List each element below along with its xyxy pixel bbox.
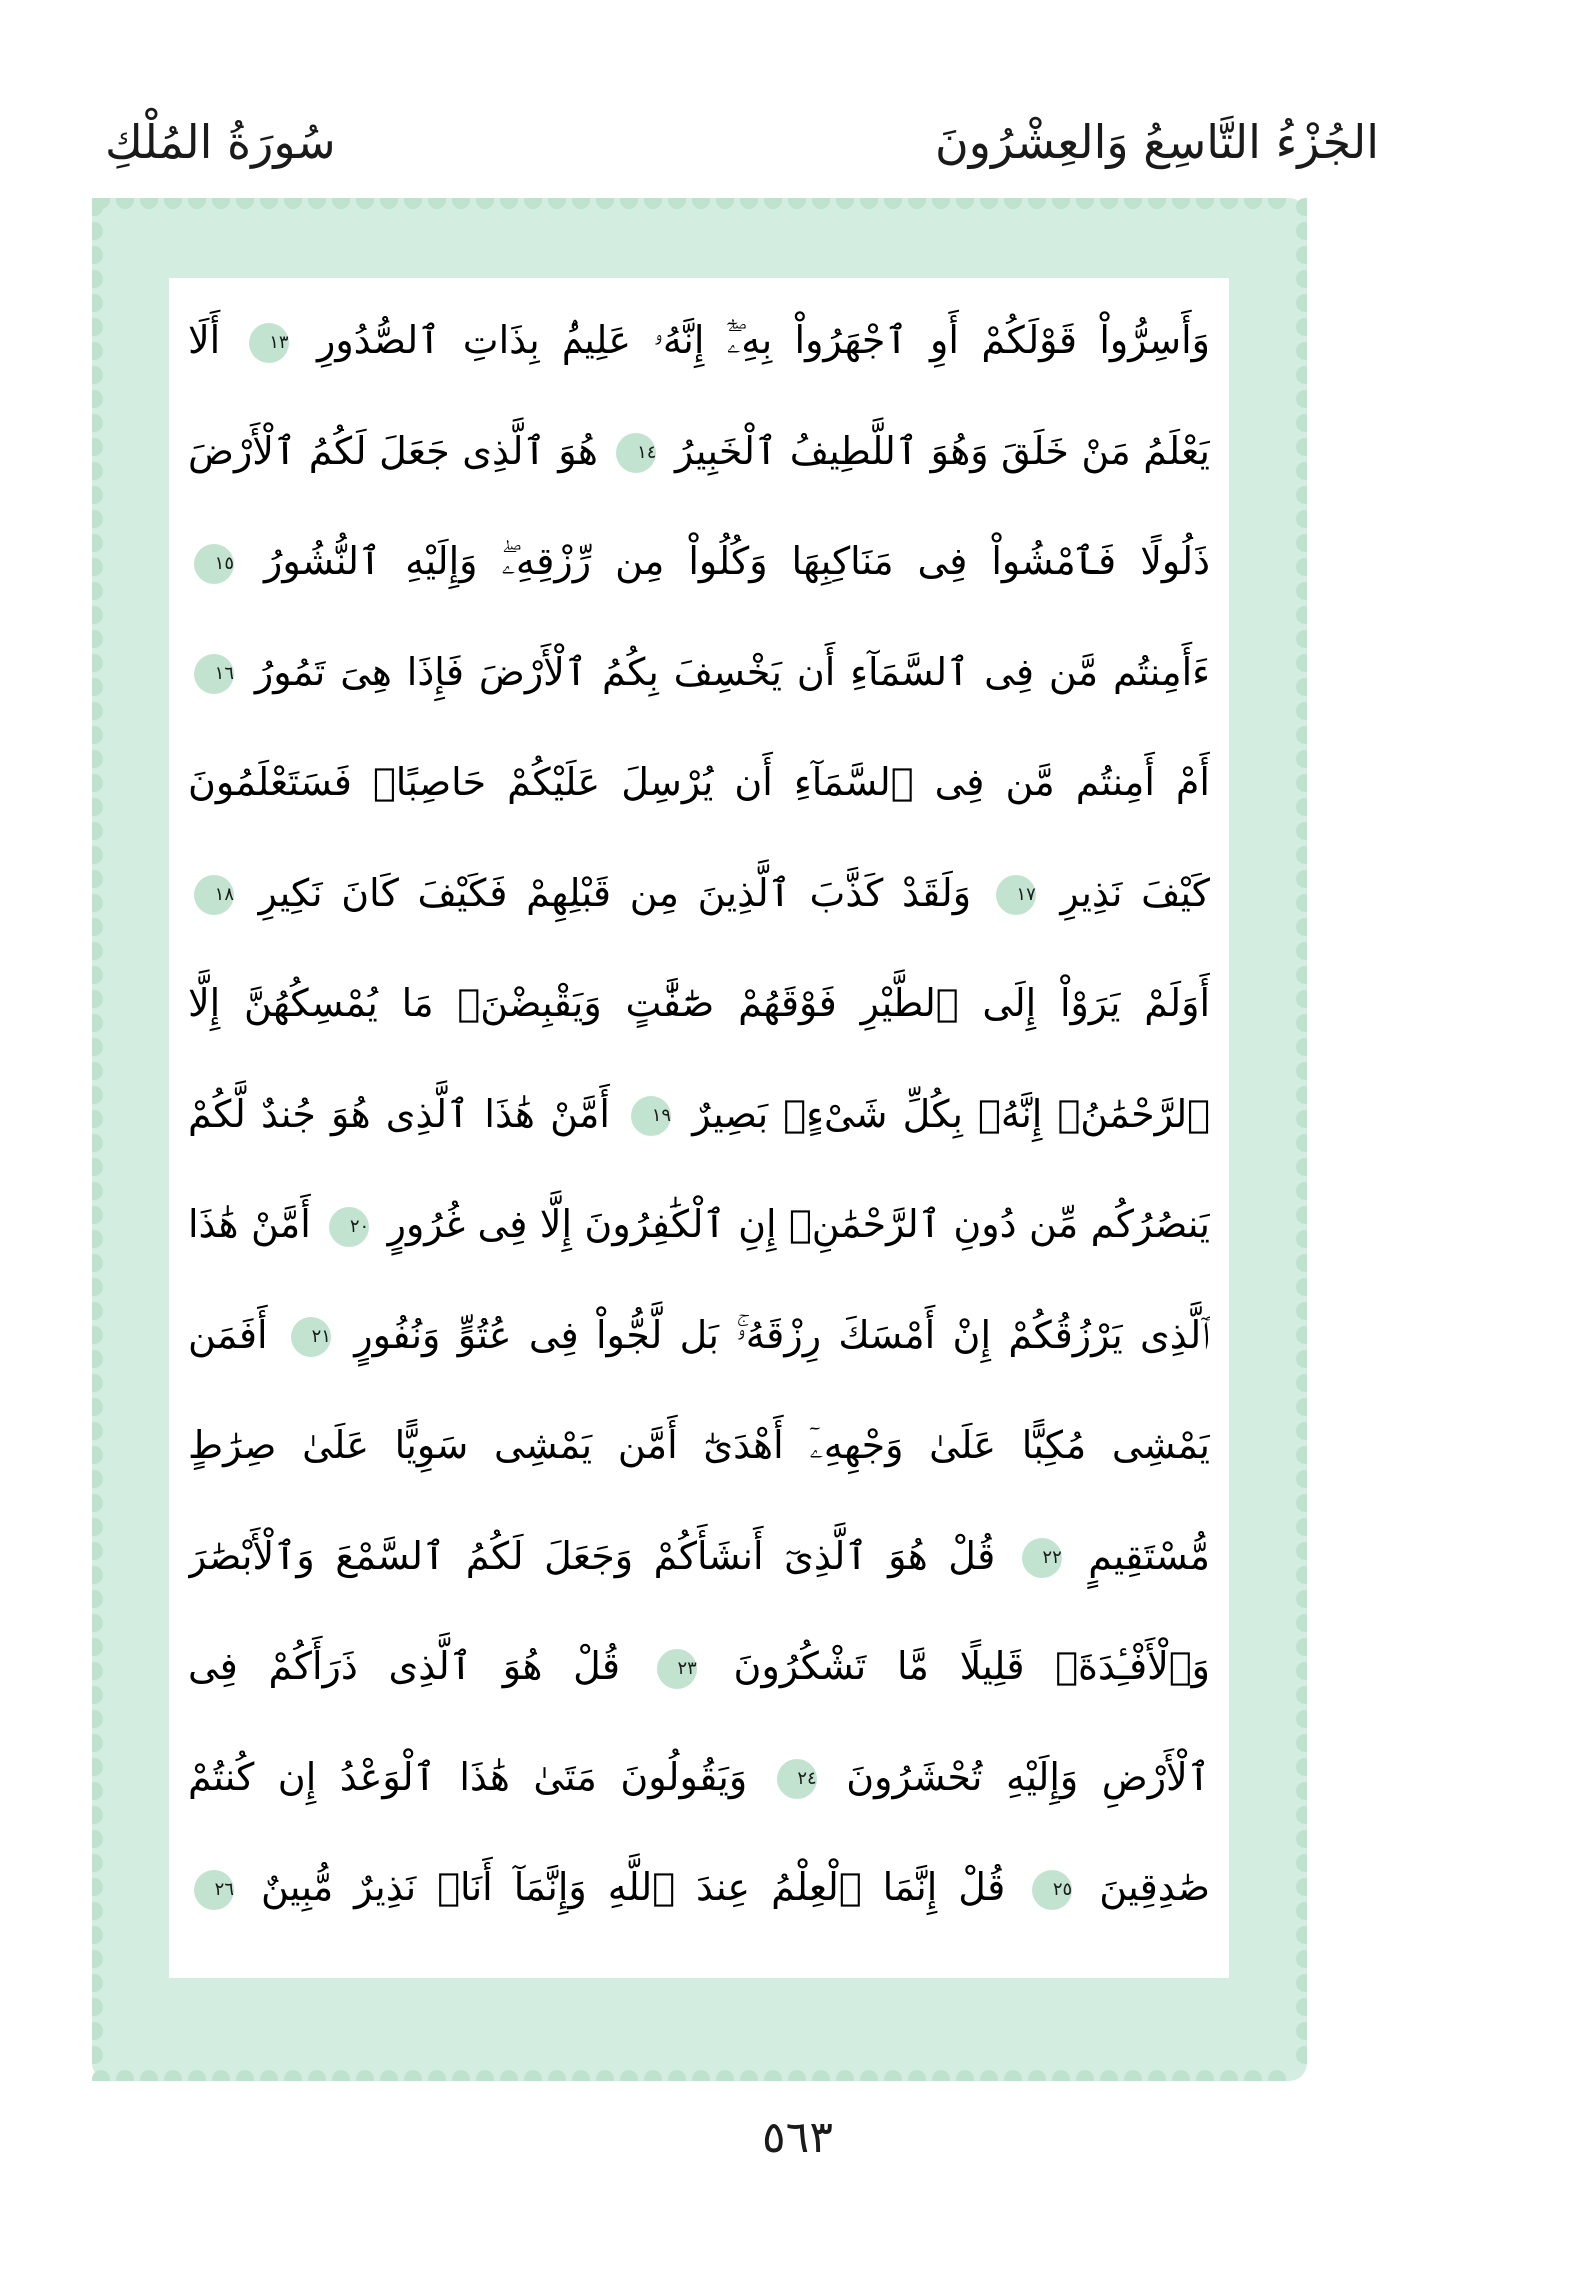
ayah-number-marker: ١٩ — [631, 1096, 671, 1136]
page-number: ٥٦٣ — [762, 2112, 833, 2163]
text-line — [188, 622, 1210, 722]
text-line — [188, 290, 1210, 390]
ayah-number-marker: ٢٥ — [1032, 1870, 1072, 1910]
ayah-number-marker: ١٧ — [996, 875, 1036, 915]
verse-text: يَمْشِى مُكِبًّا عَلَىٰ وَجْهِهِۦٓ أَهْدَىٰٓ أَمَّن يَمْشِى سَوِيًّا عَلَىٰ صِرَٰطٍ — [188, 1423, 1210, 1467]
verse-text: وَيَقُولُونَ مَتَىٰ هَٰذَا ٱلْوَعْدُ إِن كُنتُمْ — [188, 1754, 748, 1799]
text-line — [188, 953, 1210, 1053]
verse-text: قُلْ هُوَ ٱلَّذِى ذَرَأَكُمْ فِى — [188, 1644, 621, 1688]
verse-text: أَمْ أَمِنتُم مَّن فِى ٱلسَّمَآءِ أَن يُرْسِلَ عَلَيْكُمْ حَاصِبًاۖ فَسَتَعْلَمُونَ — [188, 760, 1210, 804]
text-line — [188, 843, 1210, 943]
ayah-number-marker: ٢٦ — [194, 1870, 234, 1910]
verse-text: ءَأَمِنتُم مَّن فِى ٱلسَّمَآءِ أَن يَخْسِفَ بِكُمُ ٱلْأَرْضَ فَإِذَا هِىَ تَمُورُ — [254, 649, 1210, 694]
ayah-number-marker: ١٨ — [194, 875, 234, 915]
verse-text: ٱلَّذِى يَرْزُقُكُمْ إِنْ أَمْسَكَ رِزْقَهُۥۚ بَل لَّجُّواْ فِى عُتُوٍّ وَنُفُورٍ — [354, 1312, 1210, 1357]
verse-text: أَلَا — [188, 318, 221, 362]
verse-text: مُّسْتَقِيمٍ — [1088, 1533, 1210, 1578]
ayah-number-marker: ٢٤ — [777, 1759, 817, 1799]
verse-text: أَفَمَن — [188, 1312, 268, 1357]
verse-text: وَٱلْأَفْـِٔدَةَۚ قَلِيلًا مَّا تَشْكُرُونَ — [733, 1644, 1210, 1688]
verse-text: هُوَ ٱلَّذِى جَعَلَ لَكُمُ ٱلْأَرْضَ — [188, 428, 598, 473]
ayah-number-marker: ٢٠ — [329, 1207, 369, 1247]
surah-label: سُورَةُ المُلْكِ — [105, 115, 336, 169]
text-line — [188, 511, 1210, 611]
text-line — [188, 1837, 1210, 1937]
text-line — [188, 401, 1210, 501]
text-line — [188, 1285, 1210, 1385]
verse-text: قُلْ إِنَّمَا ٱلْعِلْمُ عِندَ ٱللَّهِ وَإِنَّمَآ أَنَا۠ نَذِيرٌ مُّبِينٌ — [260, 1865, 1006, 1909]
verse-text: ٱلرَّحْمَٰنُۚ إِنَّهُۥ بِكُلِّ شَىْءٍۭ بَصِيرٌ — [692, 1091, 1210, 1136]
verse-text: أَمَّنْ هَٰذَا — [188, 1202, 311, 1246]
text-line — [188, 1506, 1210, 1606]
verse-text: يَنصُرُكُم مِّن دُونِ ٱلرَّحْمَٰنِۚ إِنِ ٱلْكَٰفِرُونَ إِلَّا فِى غُرُورٍ — [387, 1202, 1210, 1246]
verse-text: وَأَسِرُّواْ قَوْلَكُمْ أَوِ ٱجْهَرُواْ بِهِۦٓۖ إِنَّهُۥ عَلِيمُۢ بِذَاتِ ٱلصُّدُورِ — [316, 318, 1210, 362]
verse-text: ٱلْأَرْضِ وَإِلَيْهِ تُحْشَرُونَ — [846, 1754, 1210, 1799]
ayah-number-marker: ٢١ — [291, 1317, 331, 1357]
text-line — [188, 1395, 1210, 1495]
verse-text: وَلَقَدْ كَذَّبَ ٱلَّذِينَ مِن قَبْلِهِمْ فَكَيْفَ كَانَ نَكِيرِ — [258, 870, 972, 915]
ayah-number-marker: ٢٣ — [657, 1649, 697, 1689]
verse-text: أَمَّنْ هَٰذَا ٱلَّذِى هُوَ جُندٌ لَّكُمْ — [188, 1091, 610, 1136]
text-line — [188, 1174, 1210, 1274]
text-line — [188, 1727, 1210, 1827]
verse-text: ذَلُولًا فَٱمْشُواْ فِى مَنَاكِبِهَا وَكُلُواْ مِن رِّزْقِهِۦۖ وَإِلَيْهِ ٱلنُّشُورُ — [263, 539, 1210, 583]
verse-text: أَوَلَمْ يَرَوْاْ إِلَى ٱلطَّيْرِ فَوْقَهُمْ صَٰٓفَّٰتٍ وَيَقْبِضْنَۚ مَا يُمْسِكُهُنَّ إِلَّا — [188, 981, 1210, 1025]
text-line — [188, 1616, 1210, 1716]
verse-text: كَيْفَ نَذِيرِ — [1060, 870, 1210, 915]
ayah-number-marker: ٢٢ — [1022, 1538, 1062, 1578]
ayah-number-marker: ١٣ — [249, 323, 289, 363]
verse-text: صَٰدِقِينَ — [1099, 1865, 1210, 1909]
text-line — [188, 1064, 1210, 1164]
verse-text: قُلْ هُوَ ٱلَّذِىٓ أَنشَأَكُمْ وَجَعَلَ لَكُمُ ٱلسَّمْعَ وَٱلْأَبْصَٰرَ — [188, 1533, 996, 1578]
ayah-number-marker: ١٤ — [616, 433, 656, 473]
verse-text: يَعْلَمُ مَنْ خَلَقَ وَهُوَ ٱللَّطِيفُ ٱلْخَبِيرُ — [674, 428, 1210, 473]
ayah-number-marker: ١٥ — [194, 544, 234, 584]
juz-label: الجُزْءُ التَّاسِعُ وَالعِشْرُونَ — [935, 115, 1380, 169]
text-line — [188, 732, 1210, 832]
ayah-number-marker: ١٦ — [194, 654, 234, 694]
